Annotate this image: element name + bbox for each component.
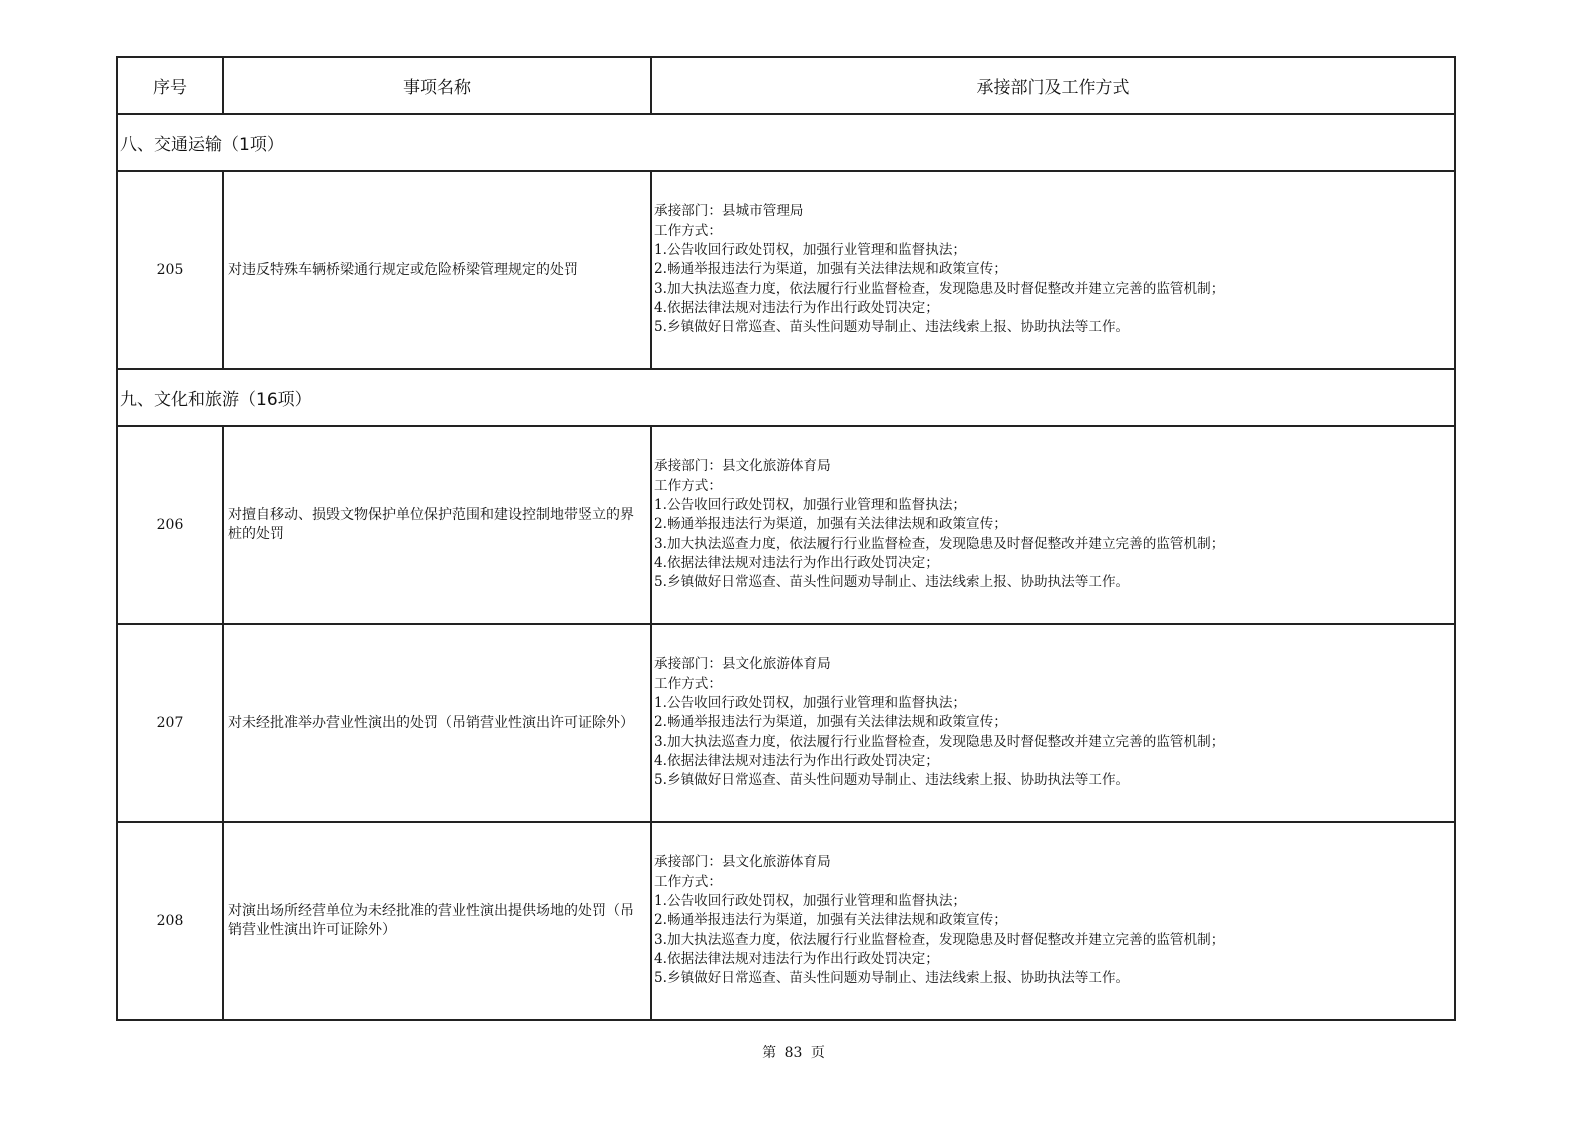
work-step: 2.畅通举报违法行为渠道，加强有关法律法规和政策宣传； [654, 261, 1007, 278]
row-item-name: 对擅自移动、损毁文物保护单位保护范围和建设控制地带竖立的界桩的处罚 [223, 426, 651, 624]
items-table [116, 56, 1456, 1021]
header-department: 承接部门及工作方式 [651, 57, 1455, 114]
table-row [117, 822, 1455, 1020]
row-department [651, 426, 1455, 624]
department-line: 承接部门：县文化旅游体育局 [654, 656, 831, 673]
row-department [651, 171, 1455, 369]
department-line: 承接部门：县城市管理局 [654, 203, 804, 220]
row-item-name: 对未经批准举办营业性演出的处罚（吊销营业性演出许可证除外） [223, 624, 651, 822]
work-step: 3.加大执法巡查力度，依法履行行业监督检查，发现隐患及时督促整改并建立完善的监管机制； [654, 931, 1225, 948]
work-step: 3.加大执法巡查力度，依法履行行业监督检查，发现隐患及时督促整改并建立完善的监管机制； [654, 535, 1225, 552]
page-number [0, 1042, 1587, 1062]
work-step: 2.畅通举报违法行为渠道，加强有关法律法规和政策宣传； [654, 912, 1007, 929]
table-row [117, 426, 1455, 624]
work-step: 1.公告收回行政处罚权，加强行业管理和监督执法； [654, 695, 967, 712]
work-method-label: 工作方式： [654, 873, 722, 890]
work-step: 3.加大执法巡查力度，依法履行行业监督检查，发现隐患及时督促整改并建立完善的监管机制； [654, 280, 1225, 297]
work-method-label: 工作方式： [654, 675, 722, 692]
work-step: 4.依据法律法规对违法行为作出行政处罚决定； [654, 950, 939, 967]
work-method-label: 工作方式： [654, 222, 722, 239]
row-department [651, 822, 1455, 1020]
row-index: 208 [117, 822, 223, 1020]
work-step: 1.公告收回行政处罚权，加强行业管理和监督执法； [654, 893, 967, 910]
header-index: 序号 [117, 57, 223, 114]
table-header-row [117, 57, 1455, 114]
page-number-suffix: 页 [810, 1045, 825, 1061]
work-method-label: 工作方式： [654, 477, 722, 494]
row-index: 205 [117, 171, 223, 369]
work-step: 4.依据法律法规对违法行为作出行政处罚决定； [654, 752, 939, 769]
section-row-culture-tourism [117, 369, 1455, 426]
work-step: 5.乡镇做好日常巡查、苗头性问题劝导制止、违法线索上报、协助执法等工作。 [654, 772, 1130, 789]
department-line: 承接部门：县文化旅游体育局 [654, 854, 831, 871]
row-index: 206 [117, 426, 223, 624]
work-step: 2.畅通举报违法行为渠道，加强有关法律法规和政策宣传； [654, 516, 1007, 533]
work-step: 2.畅通举报违法行为渠道，加强有关法律法规和政策宣传； [654, 714, 1007, 731]
header-item-name: 事项名称 [223, 57, 651, 114]
section-row-transport [117, 114, 1455, 171]
department-line: 承接部门：县文化旅游体育局 [654, 458, 831, 475]
work-step: 4.依据法律法规对违法行为作出行政处罚决定； [654, 299, 939, 316]
row-department [651, 624, 1455, 822]
work-step: 1.公告收回行政处罚权，加强行业管理和监督执法； [654, 497, 967, 514]
section-title: 八、交通运输（1项） [117, 114, 1455, 171]
table-row [117, 171, 1455, 369]
row-item-name: 对违反特殊车辆桥梁通行规定或危险桥梁管理规定的处罚 [223, 171, 651, 369]
work-step: 5.乡镇做好日常巡查、苗头性问题劝导制止、违法线索上报、协助执法等工作。 [654, 319, 1130, 336]
section-title: 九、文化和旅游（16项） [117, 369, 1455, 426]
work-step: 5.乡镇做好日常巡查、苗头性问题劝导制止、违法线索上报、协助执法等工作。 [654, 574, 1130, 591]
work-step: 3.加大执法巡查力度，依法履行行业监督检查，发现隐患及时督促整改并建立完善的监管机制； [654, 733, 1225, 750]
work-step: 1.公告收回行政处罚权，加强行业管理和监督执法； [654, 242, 967, 259]
table-row [117, 624, 1455, 822]
row-item-name: 对演出场所经营单位为未经批准的营业性演出提供场地的处罚（吊销营业性演出许可证除外） [223, 822, 651, 1020]
page-number-value: 83 [784, 1045, 803, 1061]
work-step: 5.乡镇做好日常巡查、苗头性问题劝导制止、违法线索上报、协助执法等工作。 [654, 970, 1130, 987]
row-index: 207 [117, 624, 223, 822]
work-step: 4.依据法律法规对违法行为作出行政处罚决定； [654, 554, 939, 571]
page-number-prefix: 第 [762, 1045, 777, 1061]
